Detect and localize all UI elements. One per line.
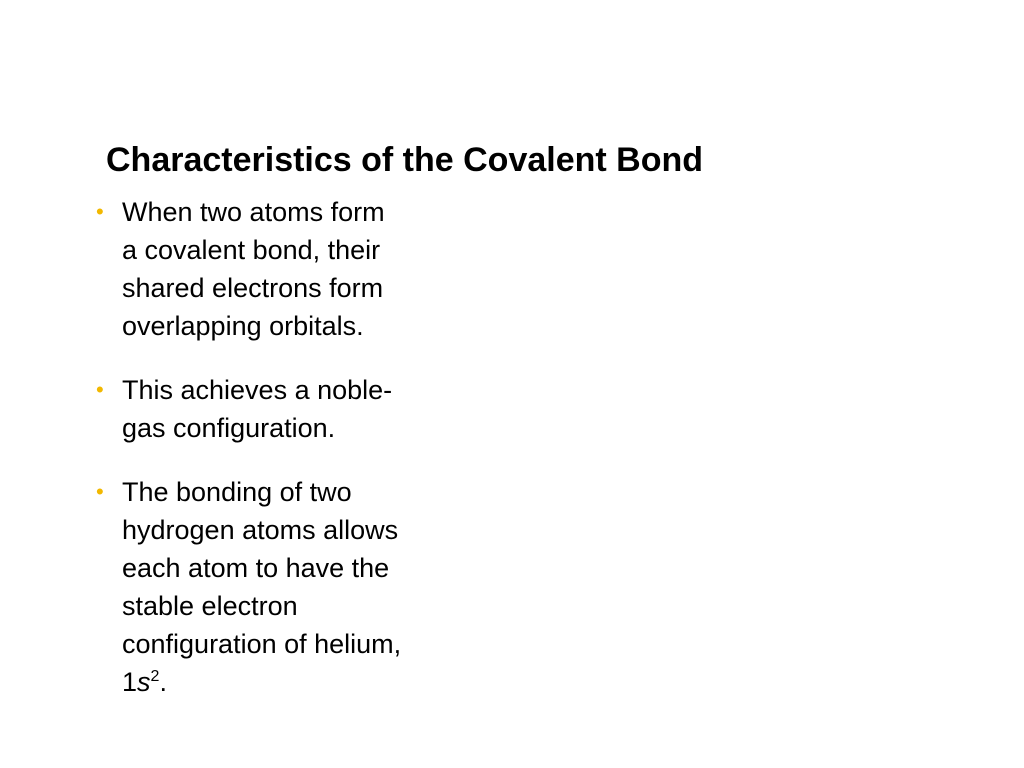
bullet-text-line: each atom to have the — [122, 553, 390, 583]
bullet-text-line: The bonding of two — [122, 477, 352, 507]
formula-suffix: . — [159, 667, 167, 697]
bullet-list — [96, 193, 496, 727]
bullet-point-icon: • — [96, 377, 104, 402]
bullet-text-line: When two atoms form — [122, 197, 385, 227]
formula-orbital: s — [137, 667, 151, 697]
bullet-text-line: a covalent bond, their — [122, 235, 381, 265]
formula-coefficient: 1 — [122, 667, 138, 697]
bullet-text-line: gas configuration. — [122, 413, 336, 443]
electron-configuration-formula — [122, 663, 496, 701]
bullet-text-line: shared electrons form — [122, 273, 384, 303]
bullet-item — [96, 371, 496, 447]
slide-title: Characteristics of the Covalent Bond — [106, 141, 704, 179]
bullet-text-line: overlapping orbitals. — [122, 311, 364, 341]
bullet-text-line: hydrogen atoms allows — [122, 515, 399, 545]
bullet-text-line: configuration of helium, — [122, 629, 402, 659]
bullet-item — [96, 193, 496, 345]
bullet-point-icon: • — [96, 479, 104, 504]
formula-superscript: 2 — [150, 668, 160, 685]
bullet-item — [96, 473, 496, 701]
bullet-point-icon: • — [96, 199, 104, 224]
bullet-text-line: This achieves a noble- — [122, 375, 393, 405]
bullet-text-line: stable electron — [122, 591, 298, 621]
